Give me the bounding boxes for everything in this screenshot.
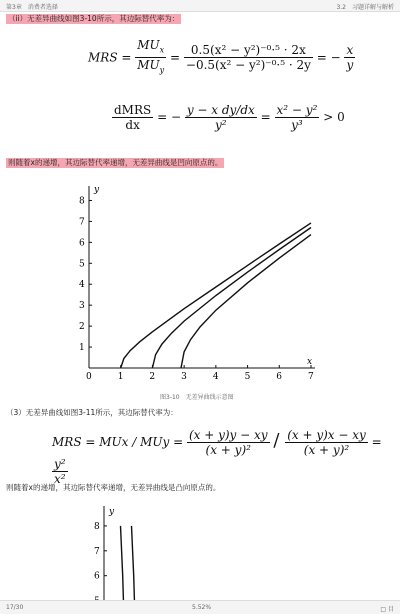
eq1-sub-y: y xyxy=(159,65,165,75)
indifference-curve-2 xyxy=(152,228,311,369)
equation-mrs-3: MRS = MUx / MUy = $\frac{(x + y)y - xy}{\text{(x + y)²}}$ / $\frac{(x + y)x - xy}{\text{(x + y)²}}$ = $\frac{\text{y²}}{\text{x²}}$ xyxy=(52,428,382,486)
zoom-level[interactable]: 5.52% xyxy=(192,604,212,611)
figure-3-10-caption: 图3-10 无差异曲线示意图 xyxy=(160,394,234,401)
y-tick-label: 2 xyxy=(79,322,85,333)
x-axis-label: x xyxy=(307,357,313,367)
eq2-minus: − xyxy=(170,110,181,124)
y-axis-label-2: y xyxy=(109,507,115,517)
eq3-fraction-2 xyxy=(285,428,368,457)
eq3-rhs-num: y² xyxy=(54,457,66,471)
y-tick-label: 1 xyxy=(79,343,85,354)
eq2-lhs-fraction xyxy=(112,103,153,132)
eq2-lhs-den: dx xyxy=(112,117,153,132)
y-tick-label: 8 xyxy=(79,196,85,207)
x-tick-label: 3 xyxy=(181,372,187,382)
y-tick-label: 5 xyxy=(79,259,85,270)
indifference-curve-chart-2 xyxy=(82,500,318,600)
figure-3-11 xyxy=(82,500,318,600)
eq3-fraction-1 xyxy=(187,428,270,457)
y-tick-label-2: 6 xyxy=(94,571,100,582)
eq1-denominator: −0.5(x² − y²)⁻⁰·⁵ · 2y xyxy=(185,58,311,73)
eq2-mid-den: y² xyxy=(185,117,257,132)
eq1-mu-fraction xyxy=(135,38,166,78)
eq3-f1-den: (x + y)² xyxy=(187,442,270,457)
eq1-mu-y: MU xyxy=(137,58,160,73)
eq3-f2-num: (x + y)x − xy xyxy=(287,428,366,442)
x-tick-label: 6 xyxy=(276,372,283,382)
y-tick-label: 3 xyxy=(79,301,85,312)
x-tick-label: 2 xyxy=(149,372,156,382)
y-tick-label: 4 xyxy=(79,280,85,291)
y-axis-label: y xyxy=(94,185,100,195)
eq1-main-fraction xyxy=(184,43,313,72)
eq2-mid-num: y − x dy/dx xyxy=(186,103,255,117)
eq3-f2-den: (x + y)² xyxy=(285,442,368,457)
part-iii-heading: （3）无差异曲线如图3-11所示，其边际替代率为： xyxy=(6,408,178,417)
x-tick-label: 0 xyxy=(86,372,92,382)
eq1-rhs-den: y xyxy=(346,58,354,73)
view-mode-buttons[interactable]: □ 目 xyxy=(380,606,394,613)
x-tick-label: 4 xyxy=(212,372,219,382)
eq3-rhs-fraction xyxy=(52,457,68,486)
eq2-lhs-num: dMRS xyxy=(114,103,152,117)
eq1-numerator: 0.5(x² − y²)⁻⁰·⁵ · 2x xyxy=(190,43,306,58)
eq2-tail: > 0 xyxy=(323,110,345,124)
viewer-footer xyxy=(0,600,400,614)
eq2-rhs-fraction xyxy=(275,103,320,132)
eq3-rhs-den: x² xyxy=(52,471,68,486)
eq1-sub-x: x xyxy=(159,45,165,55)
eq3-f1-num: (x + y)y − xy xyxy=(188,428,268,442)
page-header xyxy=(0,0,400,12)
x-tick-label: 7 xyxy=(308,372,314,382)
indifference-curve-chart xyxy=(73,178,331,388)
y-tick-label: 7 xyxy=(79,217,85,228)
eq1-lhs: MRS xyxy=(88,50,118,65)
page-indicator[interactable]: 17/30 xyxy=(6,604,24,611)
y-tick-label-2: 8 xyxy=(94,521,100,532)
eq3-lhs: MRS = MUx / MUy xyxy=(52,435,170,449)
header-chapter: 第3章 消费者选择 xyxy=(6,4,58,11)
header-section: 3.2 习题详解与解析 xyxy=(336,4,394,11)
equation-dmrs: $\frac{\text{dMRS}}{dx}$ = − $\frac{\text{y − x dy/dx}}{\text{y²}}$ = $\frac{\text{x² − y²}}{\text{y³}}$ > 0 xyxy=(114,103,345,132)
eq1-rhs-sign: − xyxy=(330,50,341,65)
x-tick-label: 1 xyxy=(117,372,124,382)
eq1-mu-x: MU xyxy=(137,38,160,52)
figure-3-10 xyxy=(73,178,331,388)
conclusion-1: 则随着x的递增，其边际替代率递增，无差异曲线是凹向原点的。 xyxy=(8,158,223,167)
part-ii-heading: （ii）无差异曲线如图3-10所示，其边际替代率为： xyxy=(8,14,180,23)
eq1-rhs-num: x xyxy=(346,43,354,58)
eq1-rhs-fraction xyxy=(344,43,355,72)
y-tick-label: 6 xyxy=(79,238,85,249)
x-tick-label: 5 xyxy=(244,372,251,382)
eq2-mid-fraction xyxy=(185,103,257,132)
indifference-curve-3 xyxy=(181,235,311,368)
eq2-rhs-den: y³ xyxy=(275,117,320,132)
conclusion-2: 则随着x的递增，其边际替代率递增，无差异曲线是凸向原点的。 xyxy=(6,483,221,492)
y-tick-label-2: 7 xyxy=(94,546,100,557)
eq2-rhs-num: x² − y² xyxy=(276,103,318,117)
equation-mrs-1: MRS = $\frac{MU_x}{MU_y}$ = $\frac{\text{0.5(x² − y²)⁻⁰·⁵ · 2x}}{\text{−0.5(x² − y²)⁻⁰·⁵ · 2y}}$ = − $\frac{x}{y}$ xyxy=(88,38,355,78)
